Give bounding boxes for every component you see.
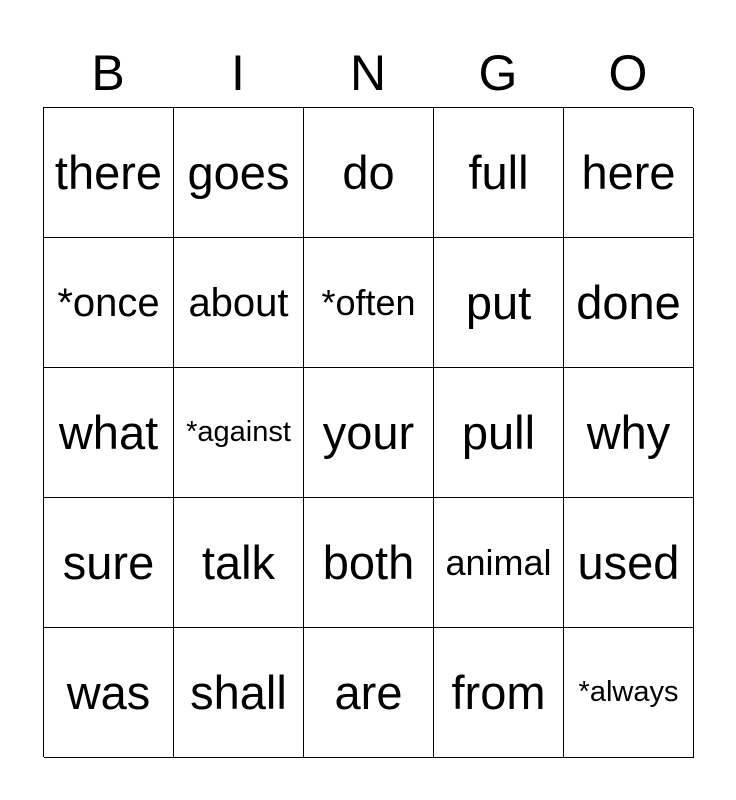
header-letter-b: B bbox=[91, 45, 125, 101]
bingo-cell[interactable]: there bbox=[44, 108, 174, 238]
bingo-cell[interactable]: both bbox=[304, 498, 434, 628]
bingo-cell[interactable]: about bbox=[174, 238, 304, 368]
header-letter-i: I bbox=[231, 45, 245, 101]
header-letter-o: O bbox=[608, 45, 648, 101]
bingo-cell[interactable]: are bbox=[304, 628, 434, 758]
bingo-cell[interactable]: put bbox=[434, 238, 564, 368]
bingo-cell[interactable]: talk bbox=[174, 498, 304, 628]
bingo-cell[interactable]: do bbox=[304, 108, 434, 238]
bingo-cell[interactable]: *once bbox=[44, 238, 174, 368]
bingo-cell[interactable]: goes bbox=[174, 108, 304, 238]
bingo-cell[interactable]: pull bbox=[434, 368, 564, 498]
bingo-cell[interactable]: used bbox=[564, 498, 694, 628]
bingo-cell[interactable]: *always bbox=[564, 628, 694, 758]
header-letter-g: G bbox=[478, 45, 518, 101]
bingo-cell[interactable]: sure bbox=[44, 498, 174, 628]
header-letter-n: N bbox=[349, 45, 387, 101]
bingo-cell[interactable]: what bbox=[44, 368, 174, 498]
bingo-cell[interactable]: why bbox=[564, 368, 694, 498]
bingo-cell[interactable]: your bbox=[304, 368, 434, 498]
bingo-cell[interactable]: here bbox=[564, 108, 694, 238]
bingo-cell[interactable]: from bbox=[434, 628, 564, 758]
bingo-header bbox=[43, 40, 693, 106]
bingo-cell[interactable]: done bbox=[564, 238, 694, 368]
bingo-cell[interactable]: full bbox=[434, 108, 564, 238]
bingo-cell[interactable]: *against bbox=[174, 368, 304, 498]
bingo-cell[interactable]: animal bbox=[434, 498, 564, 628]
bingo-cell[interactable]: was bbox=[44, 628, 174, 758]
bingo-cell[interactable]: shall bbox=[174, 628, 304, 758]
bingo-cell[interactable]: *often bbox=[304, 238, 434, 368]
bingo-grid bbox=[43, 107, 693, 757]
